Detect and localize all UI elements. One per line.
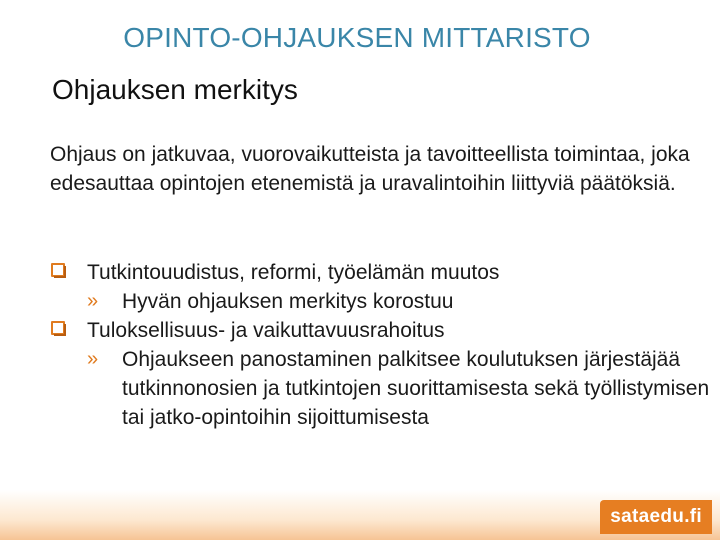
bullet-text: Tuloksellisuus- ja vaikuttavuusrahoitus <box>87 319 445 342</box>
list-item <box>50 258 710 287</box>
bullet-text: Tutkintouudistus, reformi, työelämän muutos <box>87 261 500 284</box>
bullet-list <box>50 258 710 432</box>
sub-list-item <box>50 345 710 432</box>
checkbox-square-icon <box>51 263 65 277</box>
list-item <box>50 316 710 345</box>
sataedu-logo: sataedu.fi <box>600 500 712 534</box>
sub-bullet-text: Hyvän ohjauksen merkitys korostuu <box>122 290 454 313</box>
sub-bullet-text: Ohjaukseen panostaminen palkitsee koulutuksen järjestäjää tutkinnonosien ja tutkintojen suorittamisesta sekä työllistymisen tai jatko-opintoihin sijoittumisesta <box>122 348 710 429</box>
checkbox-square-icon <box>51 321 65 335</box>
double-chevron-right-icon: » <box>87 290 99 312</box>
slide-subtitle: Ohjauksen merkitys <box>52 74 298 105</box>
double-chevron-right-icon: » <box>87 348 99 370</box>
sub-list-item <box>50 287 710 316</box>
intro-paragraph: Ohjaus on jatkuvaa, vuorovaikutteista ja tavoitteellista toimintaa, joka edesauttaa opintojen etenemistä ja uravalintoihin liittyviä päätöksiä. <box>50 143 690 195</box>
slide-title: OPINTO-OHJAUKSEN MITTARISTO <box>123 22 591 53</box>
